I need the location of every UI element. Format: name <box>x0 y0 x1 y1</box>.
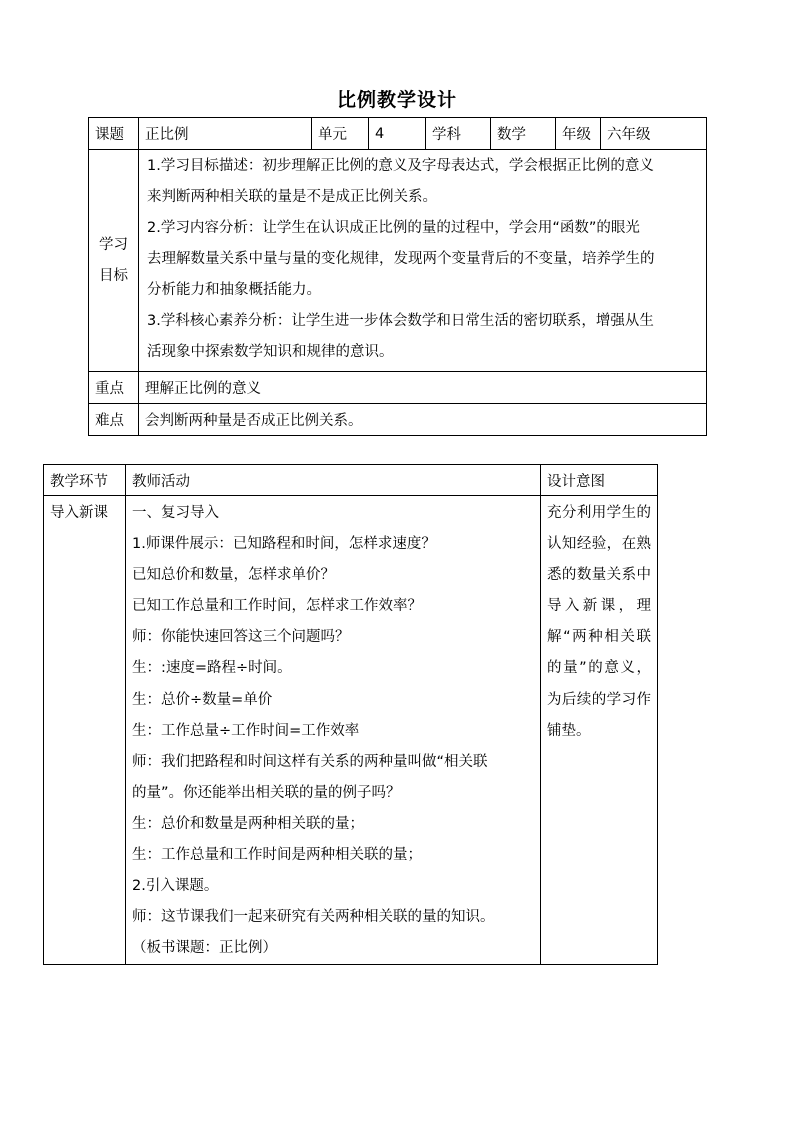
info-row <box>89 118 707 150</box>
key-point-row <box>89 372 707 404</box>
subject-value: 数学 <box>491 118 556 150</box>
grade-label: 年级 <box>556 118 601 150</box>
goal-label-line: 学习 <box>99 236 128 253</box>
topic-value: 正比例 <box>139 118 312 150</box>
topic-label: 课题 <box>89 118 139 150</box>
unit-value: 4 <box>369 118 426 150</box>
difficulty-row <box>89 404 707 436</box>
goal-line: 2.学习内容分析：让学生在认识成正比例的量的过程中，学会用“函数”的眼光 <box>147 220 640 236</box>
goal-row <box>89 150 707 372</box>
teaching-process-table <box>43 464 658 965</box>
subject-label: 学科 <box>426 118 491 150</box>
key-point-label: 重点 <box>89 372 139 404</box>
goal-line: 1.学习目标描述：初步理解正比例的意义及字母表达式，学会根据正比例的意义 <box>147 158 654 174</box>
activity-line: 已知总价和数量，怎样求单价？ <box>132 567 335 584</box>
activity-line: 的量”。你还能举出相关联的量的例子吗？ <box>132 784 401 801</box>
goal-line: 3.学科核心素养分析：让学生进一步体会数学和日常生活的密切联系，增强从生 <box>147 313 654 329</box>
activity-line: 2.引入课题。 <box>132 878 219 895</box>
difficulty-label: 难点 <box>89 404 139 436</box>
goal-line: 活现象中探索数学知识和规律的意识。 <box>147 344 394 360</box>
goal-label-line: 目标 <box>99 267 128 284</box>
unit-label: 单元 <box>312 118 369 150</box>
activity-line: 师：这节课我们一起来研究有关两种相关联的量的知识。 <box>132 909 495 926</box>
activity-line: 生：工作总量和工作时间是两种相关联的量； <box>132 847 422 864</box>
activity-line: 生：总价÷数量=单价 <box>132 691 273 708</box>
header-row <box>44 465 658 496</box>
activity-line: 生：工作总量÷工作时间=工作效率 <box>132 722 360 739</box>
teacher-activity <box>126 496 541 965</box>
activity-line: 一、复习导入 <box>132 505 219 521</box>
activity-line: 已知工作总量和工作时间，怎样求工作效率？ <box>132 598 422 615</box>
goal-content <box>139 150 707 372</box>
key-point-value: 理解正比例的意义 <box>139 372 707 404</box>
difficulty-value: 会判断两种量是否成正比例关系。 <box>139 404 707 436</box>
document-title: 比例教学设计 <box>336 89 457 111</box>
intent-header: 设计意图 <box>541 465 658 496</box>
goal-line: 来判断两种相关联的量是不是成正比例关系。 <box>147 189 437 205</box>
goal-label <box>89 150 139 372</box>
stage-header: 教学环节 <box>44 465 126 496</box>
goal-line: 去理解数量关系中量与量的变化规律，发现两个变量背后的不变量，培养学生的 <box>147 251 655 267</box>
activity-line: 师：你能快速回答这三个问题吗？ <box>132 629 350 646</box>
activity-line: 生：:速度=路程÷时间。 <box>132 660 292 677</box>
activity-header: 教师活动 <box>126 465 541 496</box>
design-intent: 充分利用学生的认知经验，在熟悉的数量关系中导入新课，理解“两种相关联的量”的意义，为后续的学习作铺垫。 <box>541 496 658 965</box>
activity-line: （板书课题：正比例） <box>132 940 277 957</box>
goal-line: 分析能力和抽象概括能力。 <box>147 282 321 298</box>
activity-line: 生：总价和数量是两种相关联的量； <box>132 815 364 832</box>
activity-line: 师：我们把路程和时间这样有关系的两种量叫做“相关联 <box>132 753 488 770</box>
stage-name: 导入新课 <box>44 496 126 965</box>
grade-value: 六年级 <box>601 118 707 150</box>
stage-row <box>44 496 658 965</box>
activity-line: 1.师课件展示：已知路程和时间，怎样求速度？ <box>132 536 436 553</box>
lesson-info-table <box>88 117 707 436</box>
